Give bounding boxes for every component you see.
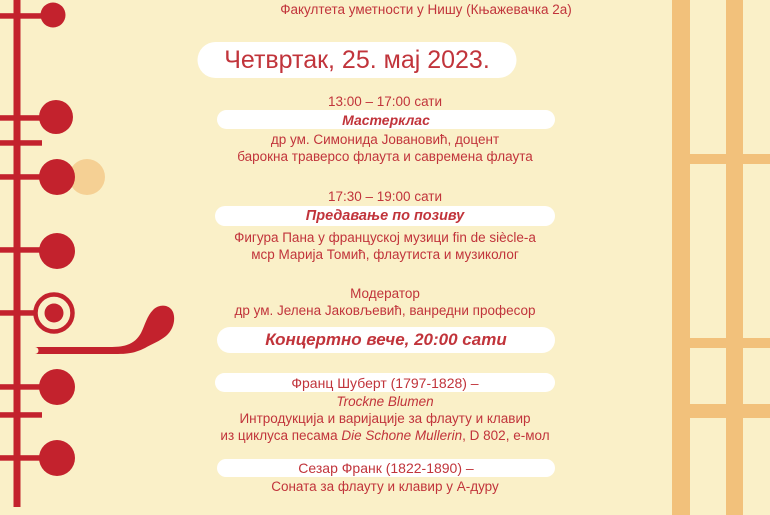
composer-franck: Сезар Франк (1822-1890) – <box>298 460 474 476</box>
piece-desc-2-cycle: Die Schone Mullerin <box>341 428 463 443</box>
program-item-pill <box>215 373 555 392</box>
moderator-label: Модератор <box>350 286 420 301</box>
piece-desc-2-suffix: , D 802, е-мол <box>462 428 550 443</box>
program-item-pill <box>217 459 555 477</box>
masterclass-title: Мастерклас <box>342 111 430 128</box>
tan-horizontal-bar-3 <box>688 404 770 418</box>
masterclass-person: др ум. Симонида Јовановић, доцент <box>270 132 500 147</box>
date-text: Четвртак, 25. мај 2023. <box>224 45 490 74</box>
piece-title: Trockne Blumen <box>336 394 434 409</box>
tan-vertical-stripe-1 <box>672 0 690 515</box>
tan-horizontal-bar-1 <box>690 154 770 164</box>
lecture-person: мср Марија Томић, флаутиста и музиколог <box>251 247 519 262</box>
piece-desc-1: Интродукција и варијације за флауту и клавир <box>239 411 531 426</box>
lecture-title: Предавање по позиву <box>305 208 465 224</box>
masterclass-pill <box>217 110 555 129</box>
masterclass-time: 13:00 – 17:00 сати <box>327 94 443 109</box>
masterclass-desc: барокна траверсо флаута и савремена флаута <box>237 149 533 164</box>
venue-line: Факултета уметности у Нишу (Књажевачка 2а) <box>280 2 572 17</box>
lecture-topic: Фигура Пана у француској музици fin de siècle-а <box>234 230 536 245</box>
tan-horizontal-bar-2 <box>688 338 770 348</box>
flute-ring-key-dot <box>45 304 64 323</box>
flute-illustration <box>0 0 200 515</box>
piece-desc-2 <box>220 428 549 444</box>
moderator-person: др ум. Јелена Јаковљевић, ванредни професор <box>234 303 536 318</box>
concert-pill <box>217 327 555 353</box>
sonata-desc: Соната за флауту и клавир у А-дуру <box>271 479 499 494</box>
composer-schubert: Франц Шуберт (1797-1828) – <box>291 374 479 391</box>
flute-body-rod <box>14 0 21 507</box>
tan-vertical-stripe-2 <box>726 0 743 515</box>
concert-title: Концертно вече, 20:00 сати <box>265 330 507 349</box>
flute-key-circles <box>39 3 75 477</box>
piece-desc-2-prefix: из циклуса песама <box>220 428 342 443</box>
lecture-pill <box>215 206 555 226</box>
date-pill <box>198 42 517 78</box>
lecture-time: 17:30 – 19:00 сати <box>327 189 443 204</box>
